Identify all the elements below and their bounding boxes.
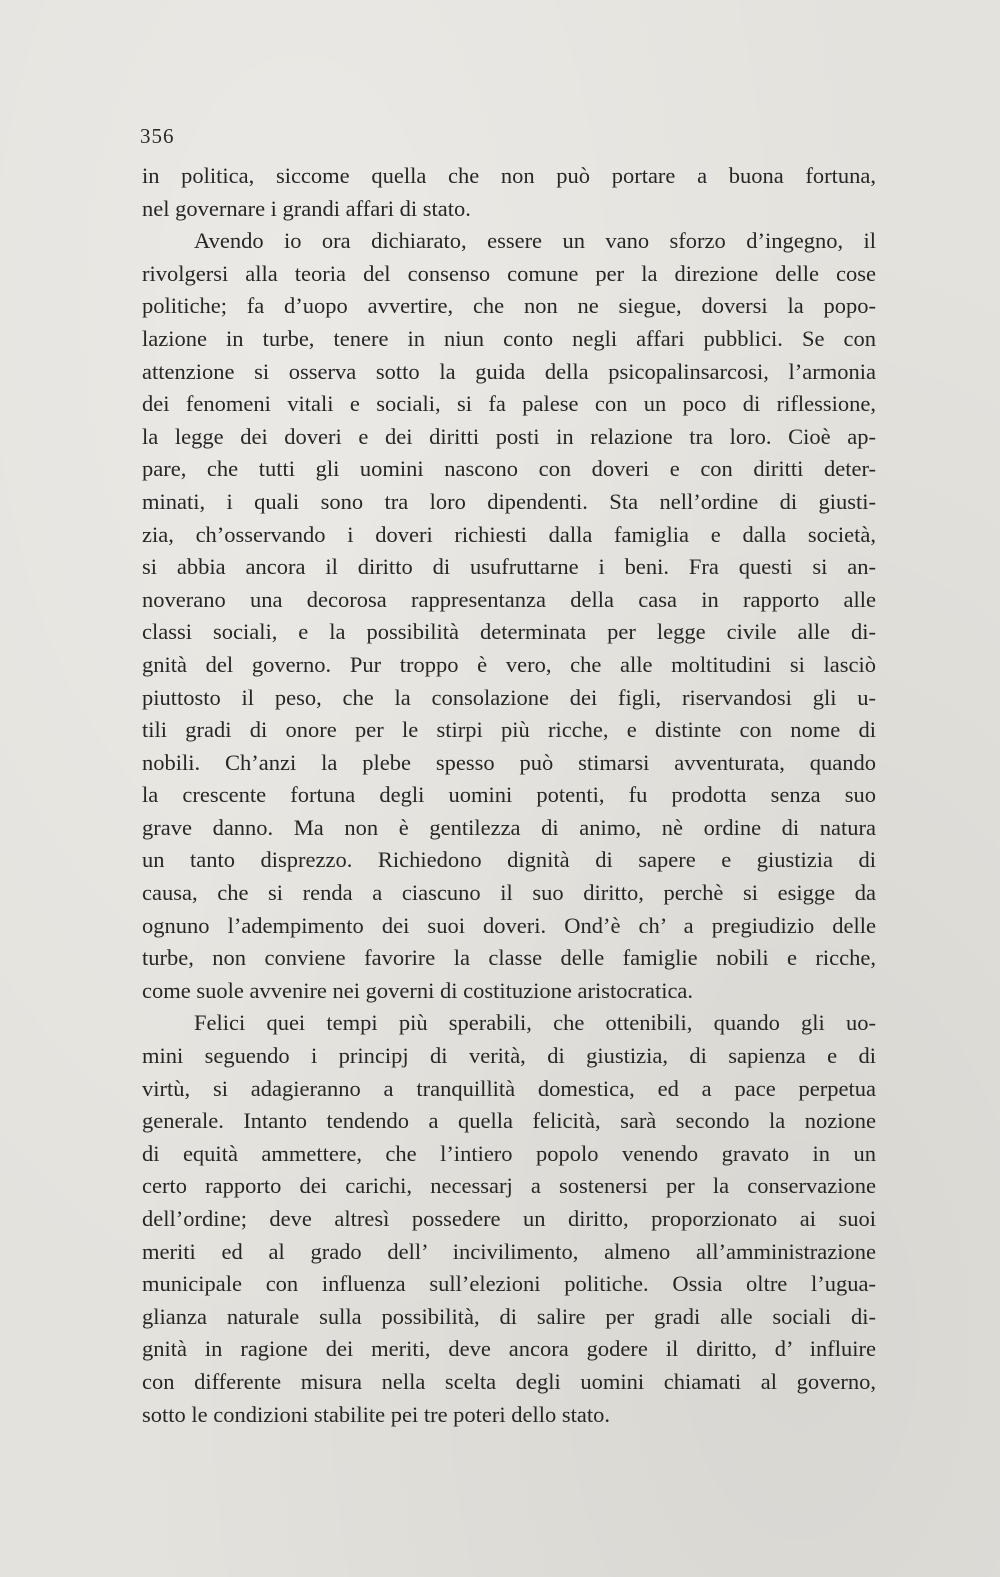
- text-line: minati, i quali sono tra loro dipendenti. Sta nell’ordine di giusti-: [142, 488, 876, 514]
- text-line: si abbia ancora il diritto di usufruttarne i beni. Fra questi si an-: [142, 554, 876, 580]
- page-number: 356: [140, 124, 175, 148]
- text-line: in politica, siccome quella che non può portare a buona fortuna,: [142, 163, 876, 188]
- text-line: pare, che tutti gli uomini nascono con doveri e con diritti deter-: [142, 456, 876, 482]
- text-line: con differente misura nella scelta degli uomini chiamati al governo,: [142, 1368, 876, 1394]
- text-line: dell’ordine; deve altresì possedere un diritto, proporzionato ai suoi: [142, 1206, 876, 1231]
- text-line: Felici quei tempi più sperabili, che ottenibili, quando gli uo-: [194, 1010, 876, 1036]
- text-line: la crescente fortuna degli uomini potenti, fu prodotta senza suo: [142, 782, 876, 808]
- text-line: sotto le condizioni stabilite pei tre poteri dello stato.: [142, 1401, 611, 1427]
- text-line: Avendo io ora dichiarato, essere un vano sforzo d’ingegno, il: [194, 228, 876, 254]
- text-line: municipale con influenza sull’elezioni politiche. Ossia oltre l’ugua-: [142, 1271, 876, 1297]
- text-line: nel governare i grandi affari di stato.: [142, 195, 471, 221]
- text-line: noverano una decorosa rappresentanza della casa in rapporto alle: [142, 586, 876, 612]
- text-line: generale. Intanto tendendo a quella felicità, sarà secondo la nozione: [142, 1108, 876, 1134]
- text-line: un tanto disprezzo. Richiedono dignità di sapere e giustizia di: [142, 847, 876, 873]
- text-line: glianza naturale sulla possibilità, di salire per gradi alle sociali di-: [142, 1303, 876, 1329]
- text-line: grave danno. Ma non è gentilezza di animo, nè ordine di natura: [142, 814, 876, 840]
- text-line: attenzione si osserva sotto la guida della psicopalinsarcosi, l’armonia: [142, 358, 876, 384]
- text-line: politiche; fa d’uopo avvertire, che non ne siegue, doversi la popo-: [142, 293, 876, 319]
- text-line: causa, che si renda a ciascuno il suo diritto, perchè si esigge da: [142, 880, 876, 906]
- text-line: ognuno l’adempimento dei suoi doveri. Ond’è ch’ a pregiudizio delle: [142, 912, 876, 938]
- text-line: mini seguendo i principj di verità, di giustizia, di sapienza e di: [142, 1043, 876, 1069]
- text-line: come suole avvenire nei governi di costituzione aristocratica.: [142, 977, 694, 1003]
- text-line: meriti ed al grado dell’ incivilimento, almeno all’amministrazione: [142, 1238, 876, 1264]
- text-line: turbe, non conviene favorire la classe delle famiglie nobili e ricche,: [142, 945, 876, 971]
- text-line: classi sociali, e la possibilità determinata per legge civile alle di-: [142, 619, 876, 645]
- text-line: la legge dei doveri e dei diritti posti in relazione tra loro. Cioè ap-: [142, 423, 876, 449]
- text-line: rivolgersi alla teoria del consenso comune per la direzione delle cose: [142, 260, 876, 286]
- text-line: di equità ammettere, che l’intiero popolo venendo gravato in un: [142, 1140, 876, 1166]
- text-line: certo rapporto dei carichi, necessarj a sostenersi per la conservazione: [142, 1173, 876, 1199]
- text-line: nobili. Ch’anzi la plebe spesso può stimarsi avventurata, quando: [142, 749, 876, 775]
- body-text: [142, 160, 876, 1431]
- text-line: virtù, si adagieranno a tranquillità domestica, ed a pace perpetua: [142, 1075, 876, 1101]
- text-line: dei fenomeni vitali e sociali, si fa palese con un poco di riflessione,: [142, 391, 876, 417]
- text-line: gnità in ragione dei meriti, deve ancora godere il diritto, d’ influire: [142, 1336, 876, 1362]
- text-line: tili gradi di onore per le stirpi più ricche, e distinte con nome di: [142, 717, 876, 743]
- text-line: lazione in turbe, tenere in niun conto negli affari pubblici. Se con: [142, 325, 876, 351]
- text-line: zia, ch’osservando i doveri richiesti dalla famiglia e dalla società,: [142, 521, 876, 547]
- text-line: gnità del governo. Pur troppo è vero, che alle moltitudini si lasciò: [142, 651, 876, 677]
- text-line: piuttosto il peso, che la consolazione dei figli, riservandosi gli u-: [142, 684, 876, 710]
